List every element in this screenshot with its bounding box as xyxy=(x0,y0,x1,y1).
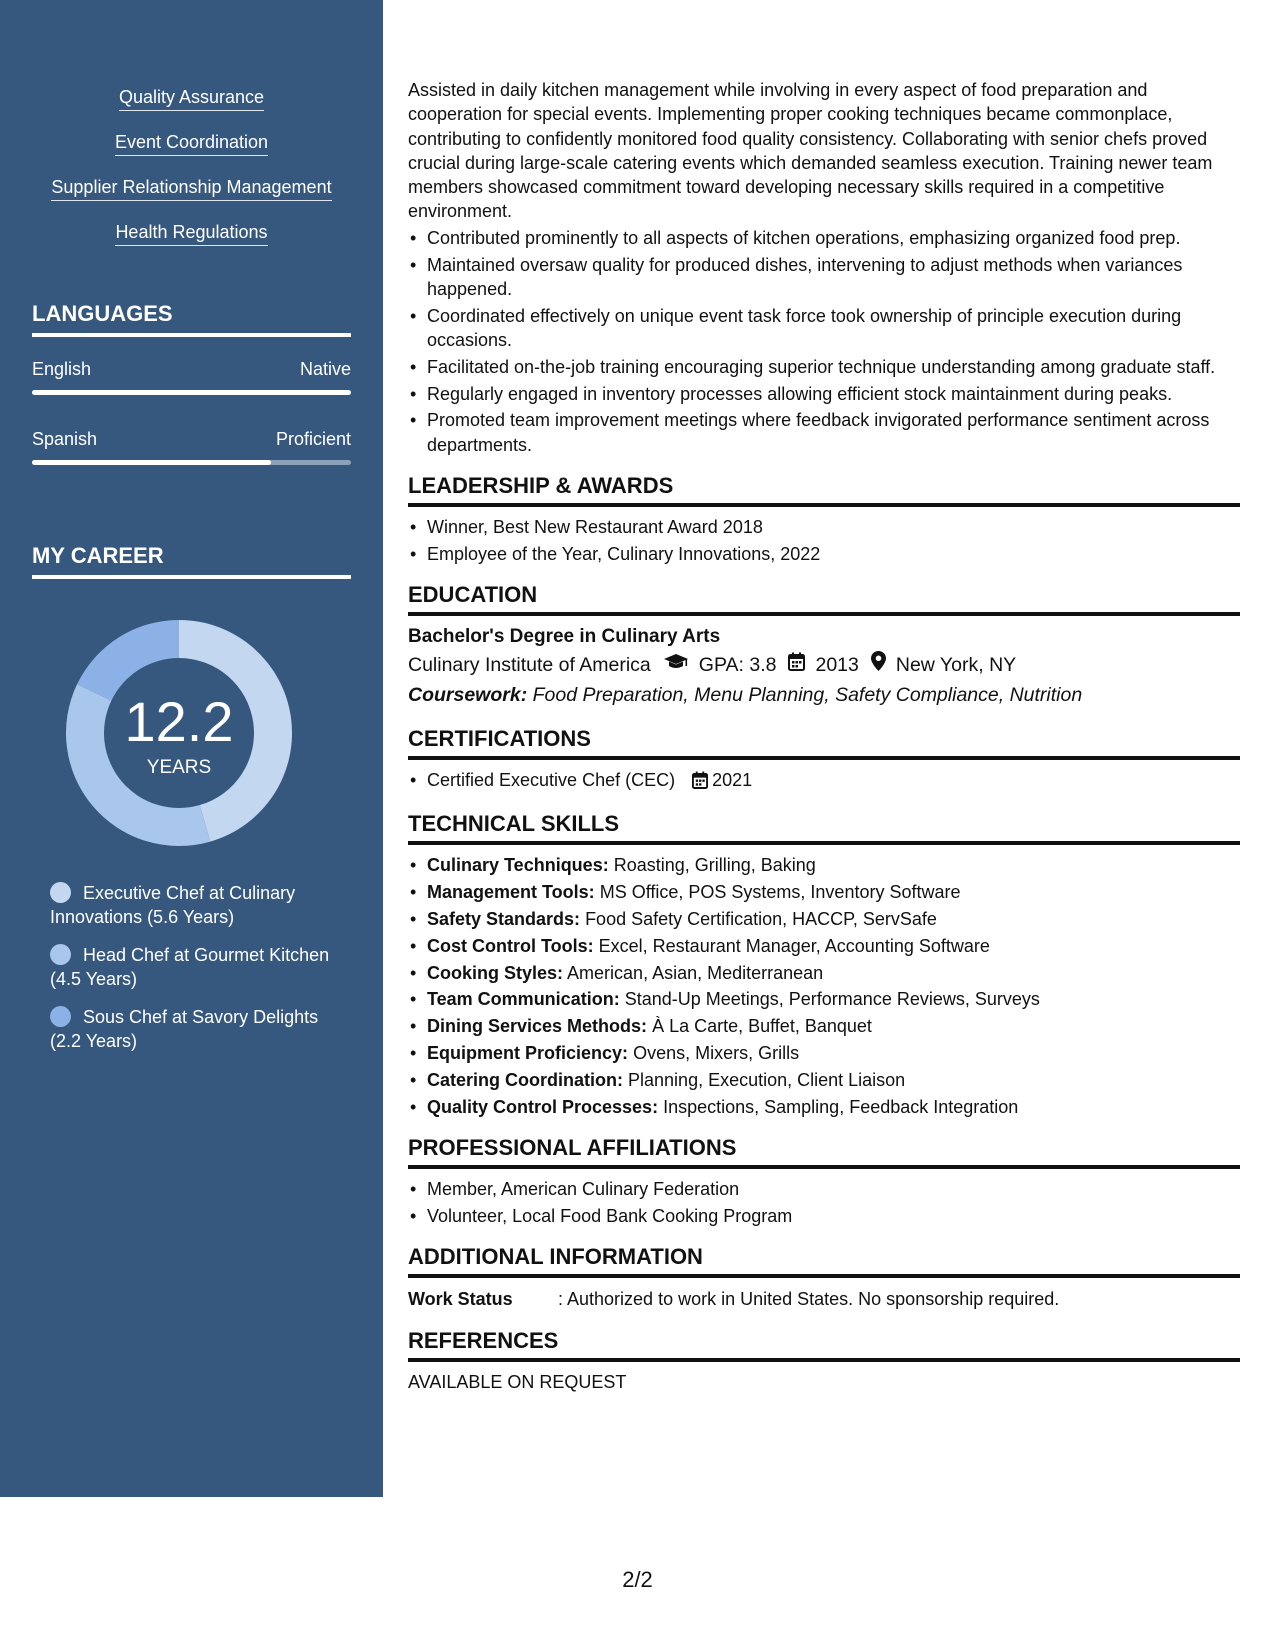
skill-value: Ovens, Mixers, Grills xyxy=(633,1042,800,1063)
experience-bullet: • Promoted team improvement meetings where feedback invigorated performance sentiment across departments. xyxy=(408,408,1240,457)
skill-key: Team Communication: xyxy=(427,989,620,1010)
skill-link-quality-assurance[interactable]: Quality Assurance xyxy=(119,86,264,111)
leadership-item: • Employee of the Year, Culinary Innovations, 2022 xyxy=(408,542,1240,566)
experience-bullet: • Coordinated effectively on unique event task force took ownership of principle execution during occasions. xyxy=(408,304,1240,353)
language-bar-fill xyxy=(32,390,351,395)
language-bar xyxy=(32,460,351,465)
skill-value: Roasting, Grilling, Baking xyxy=(613,855,816,876)
career-legend-item xyxy=(50,1005,340,1053)
career-legend-dot xyxy=(50,944,71,965)
language-bar-fill xyxy=(32,460,271,465)
references-text: AVAILABLE ON REQUEST xyxy=(408,1371,627,1392)
language-level: Proficient xyxy=(275,429,351,449)
career-legend-dot xyxy=(50,1006,71,1027)
skill-link-event-coordination[interactable]: Event Coordination xyxy=(115,131,268,156)
skill-value: Food Safety Certification, HACCP, ServSafe xyxy=(585,908,937,929)
career-legend-text: Head Chef at Gourmet Kitchen (4.5 Years) xyxy=(50,945,330,989)
experience-bullet: • Maintained oversaw quality for produced dishes, intervening to adjust methods when variances happened. xyxy=(408,253,1240,302)
leadership-list xyxy=(408,515,1240,566)
career-donut-center xyxy=(66,692,292,780)
certification-year: 2021 xyxy=(712,770,753,791)
skills-list xyxy=(0,86,383,266)
education-meta xyxy=(408,650,1240,680)
certifications-heading: CERTIFICATIONS xyxy=(408,726,1240,760)
career-heading-text: MY CAREER xyxy=(32,543,164,568)
education-year: 2013 xyxy=(815,654,859,677)
skill-key: Catering Coordination: xyxy=(427,1069,623,1090)
leadership-item: • Winner, Best New Restaurant Award 2018 xyxy=(408,515,1240,539)
affiliation-item: • Volunteer, Local Food Bank Cooking Program xyxy=(408,1204,1240,1228)
affiliations-heading: PROFESSIONAL AFFILIATIONS xyxy=(408,1135,1240,1169)
certification-name: Certified Executive Chef (CEC) xyxy=(427,770,676,791)
affiliation-item: • Member, American Culinary Federation xyxy=(408,1177,1240,1201)
location-pin-icon xyxy=(871,650,886,680)
work-status-label: Work Status xyxy=(408,1288,513,1309)
coursework-value: Food Preparation, Menu Planning, Safety Compliance, Nutrition xyxy=(532,684,1083,707)
career-legend-item xyxy=(50,881,340,929)
experience-bullet: • Contributed prominently to all aspects of kitchen operations, emphasizing organized food prep. xyxy=(408,226,1240,250)
certification-item xyxy=(408,768,1240,795)
technical-skills-list xyxy=(408,853,1240,1118)
language-level: Native xyxy=(299,359,351,379)
work-status-row xyxy=(408,1286,1240,1312)
coursework-label: Coursework: xyxy=(408,684,528,707)
skill-value: Stand-Up Meetings, Performance Reviews, Surveys xyxy=(624,989,1040,1010)
technical-skill-item xyxy=(408,1095,1240,1119)
career-legend-text: Sous Chef at Savory Delights (2.2 Years) xyxy=(50,1007,319,1051)
education-location: New York, NY xyxy=(895,654,1017,677)
sidebar xyxy=(0,0,383,1497)
language-name: Spanish xyxy=(32,429,98,449)
technical-skills-heading: TECHNICAL SKILLS xyxy=(408,811,1240,845)
skill-key: Culinary Techniques: xyxy=(427,855,609,876)
work-status-value: : Authorized to work in United States. No sponsorship required. xyxy=(558,1288,1060,1309)
experience-bullets xyxy=(408,226,1240,457)
skill-key: Cooking Styles: xyxy=(427,962,564,983)
affiliations-list xyxy=(408,1177,1240,1228)
education-gpa: GPA: 3.8 xyxy=(698,654,777,677)
references-heading: REFERENCES xyxy=(408,1328,1240,1362)
education-heading: EDUCATION xyxy=(408,582,1240,616)
experience-bullet: • Facilitated on-the-job training encouraging superior technique understanding among graduate staff. xyxy=(408,355,1240,379)
certifications-list xyxy=(408,768,1240,795)
calendar-icon xyxy=(788,650,805,680)
additional-info-heading: ADDITIONAL INFORMATION xyxy=(408,1244,1240,1278)
skill-key: Cost Control Tools: xyxy=(427,935,594,956)
skill-key: Dining Services Methods: xyxy=(427,1016,648,1037)
career-legend-item xyxy=(50,943,340,991)
education-coursework xyxy=(408,680,1240,710)
main-content xyxy=(408,78,1240,1394)
technical-skill-item xyxy=(408,961,1240,985)
career-legend-dot xyxy=(50,882,71,903)
career-total-unit: YEARS xyxy=(146,757,212,778)
career-total-years: 12.2 xyxy=(124,690,234,753)
technical-skill-item xyxy=(408,907,1240,931)
education-degree: Bachelor's Degree in Culinary Arts xyxy=(408,626,721,648)
skill-link-supplier-relationship[interactable]: Supplier Relationship Management xyxy=(51,176,331,201)
skill-key: Equipment Proficiency: xyxy=(427,1042,629,1063)
technical-skill-item xyxy=(408,1041,1240,1065)
career-heading xyxy=(32,543,351,579)
language-bar xyxy=(32,390,351,395)
skill-value: À La Carte, Buffet, Banquet xyxy=(652,1016,872,1037)
language-name: English xyxy=(32,359,92,379)
technical-skill-item xyxy=(408,1068,1240,1092)
career-legend-text: Executive Chef at Culinary Innovations (5.6 Years) xyxy=(50,883,296,927)
technical-skill-item xyxy=(408,934,1240,958)
skill-value: Planning, Execution, Client Liaison xyxy=(628,1069,906,1090)
skill-value: American, Asian, Mediterranean xyxy=(567,962,824,983)
technical-skill-item xyxy=(408,1014,1240,1038)
donut-slice xyxy=(77,620,179,701)
technical-skill-item xyxy=(408,987,1240,1011)
skill-key: Quality Control Processes: xyxy=(427,1096,659,1117)
skill-key: Safety Standards: xyxy=(427,908,581,929)
languages-heading-text: LANGUAGES xyxy=(32,301,173,326)
languages-heading xyxy=(32,301,351,337)
skill-value: Inspections, Sampling, Feedback Integration xyxy=(663,1096,1019,1117)
leadership-heading: LEADERSHIP & AWARDS xyxy=(408,473,1240,507)
experience-summary: Assisted in daily kitchen management while involving in every aspect of food preparation and cooperation for special events. Implementing proper cooking techniques became commonplace, contributing to confidently monitored food quality consistency. Collaborating with senior chefs proved crucial during large-scale catering events which demanded seamless execution. Training newer team members showcased commitment toward developing necessary skills required in a competitive environment. xyxy=(408,80,1213,222)
calendar-icon xyxy=(692,771,708,795)
career-donut-chart xyxy=(66,620,292,846)
languages-heading-rule xyxy=(32,333,351,337)
education-school: Culinary Institute of America xyxy=(408,654,651,677)
technical-skill-item xyxy=(408,880,1240,904)
graduation-cap-icon xyxy=(663,650,689,680)
skill-key: Management Tools: xyxy=(427,882,595,903)
skill-value: Excel, Restaurant Manager, Accounting Software xyxy=(598,935,990,956)
career-heading-rule xyxy=(32,575,351,579)
technical-skill-item xyxy=(408,853,1240,877)
skill-link-health-regulations[interactable]: Health Regulations xyxy=(115,221,267,246)
page-number: 2/2 xyxy=(622,1567,653,1592)
experience-bullet: • Regularly engaged in inventory processes allowing efficient stock maintainment during peaks. xyxy=(408,382,1240,406)
skill-value: MS Office, POS Systems, Inventory Software xyxy=(599,882,961,903)
